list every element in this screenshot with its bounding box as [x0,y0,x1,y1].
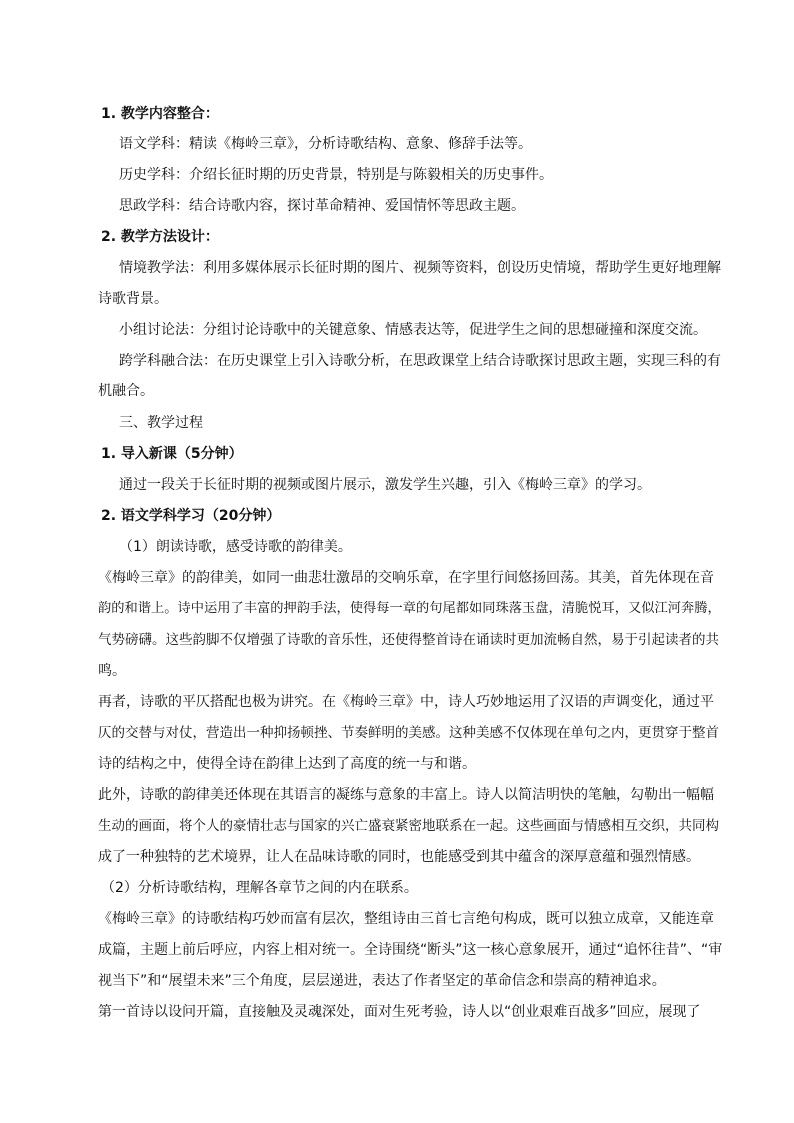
item1-politics: 思政学科：结合诗歌内容，探讨革命精神、爱国情怀等思政主题。 [119,198,525,214]
paragraph4-line3: 视当下”和“展望未来”三个角度，层层递进，表达了作者坚定的革命信念和崇高的精神追求。 [98,973,666,989]
paragraph1-line2: 韵的和谐上。诗中运用了丰富的押韵手法，使得每一章的句尾都如同珠落玉盘，清脆悦耳，又似江河奔腾， [98,601,721,616]
sub2-heading: （2）分析诗歌结构，理解各章节之间的内在联系。 [101,880,418,896]
paragraph5-line1: 第一首诗以设问开篇，直接触及灵魂深处，面对生死考验，诗人以“创业艰难百战多”回应，展现了 [98,1004,701,1020]
paragraph1-line1: 《梅岭三章》的韵律美，如同一曲悲壮激昂的交响乐章，在字里行间悠扬回荡。其美，首先体现在音 [98,570,714,586]
item2-situational-line2: 诗歌背景。 [98,291,168,307]
paragraph1-line4: 鸣。 [98,663,126,679]
section3-heading: 三、教学过程 [119,415,203,431]
item2-situational-line1: 情境教学法：利用多媒体展示长征时期的图片、视频等资料，创设历史情境，帮助学生更好地理解 [119,260,721,276]
step1-text: 通过一段关于长征时期的视频或图片展示，激发学生兴趣，引入《梅岭三章》的学习。 [119,477,651,493]
item2-heading: 2. 教学方法设计： [101,229,219,245]
sub1-heading: （1）朗读诗歌，感受诗歌的韵律美。 [119,539,352,555]
paragraph2-line2: 仄的交替与对仗，营造出一种抑扬顿挫、节奏鲜明的美感。这种美感不仅体现在单句之内，更贯穿于整首 [98,725,719,741]
item1-history: 历史学科：介绍长征时期的历史背景，特别是与陈毅相关的历史事件。 [119,167,553,183]
paragraph2-line1: 再者，诗歌的平仄搭配也极为讲究。在《梅岭三章》中，诗人巧妙地运用了汉语的声调变化，通过平 [98,694,714,710]
step1-heading: 1. 导入新课（5分钟） [101,446,243,462]
paragraph3-line2: 生动的画面，将个人的豪情壮志与国家的兴亡盛衰紧密地联系在一起。这些画面与情感相互交织，共同构 [98,818,719,834]
paragraph1-line3: 气势磅礴。这些韵脚不仅增强了诗歌的音乐性，还使得整首诗在诵读时更加流畅自然，易于引起读者的共 [98,632,719,648]
paragraph3-line1: 此外，诗歌的韵律美还体现在其语言的凝练与意象的丰富上。诗人以简洁明快的笔触，勾勒出一幅幅 [98,787,714,803]
item1-chinese: 语文学科：精读《梅岭三章》，分析诗歌结构、意象、修辞手法等。 [119,136,532,152]
paragraph2-line3: 诗的结构之中，使得全诗在韵律上达到了高度的统一与和谐。 [98,756,476,772]
paragraph3-line3: 成了一种独特的艺术境界，让人在品味诗歌的同时，也能感受到其中蕴含的深厚意蕴和强烈情感。 [98,849,700,865]
paragraph4-line1: 《梅岭三章》的诗歌结构巧妙而富有层次，整组诗由三首七言绝句构成，既可以独立成章，又能连章 [98,911,714,927]
step2-heading: 2. 语文学科学习（20分钟） [101,508,281,524]
paragraph4-line2: 成篇，主题上前后呼应，内容上相对统一。全诗围绕“断头”这一核心意象展开，通过“追怀往昔”、“审 [98,942,723,958]
item2-cross-line1: 跨学科融合法：在历史课堂上引入诗歌分析，在思政课堂上结合诗歌探讨思政主题，实现三科的有 [119,353,721,369]
item2-cross-line2: 机融合。 [98,383,154,399]
item1-heading: 1. 教学内容整合： [101,106,219,122]
item2-group: 小组讨论法：分组讨论诗歌中的关键意象、情感表达等，促进学生之间的思想碰撞和深度交流。 [119,322,707,338]
